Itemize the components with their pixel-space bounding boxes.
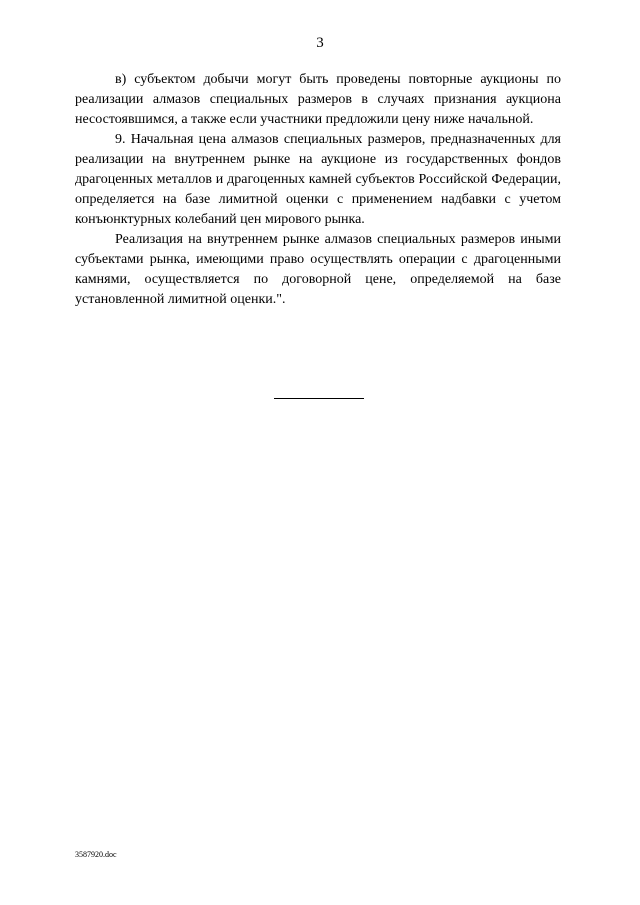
- paragraph-initial-price: 9. Начальная цена алмазов специальных размеров, предназначенных для реализации на внутреннем рынке на аукционе из государственных фондов драгоценных металлов и драгоценных камней субъектов Российской Федерации, определяется на базе лимитной оценки с применением надбавки с учетом конъюнктурных колебаний цен мирового рынка.: [75, 132, 561, 227]
- document-id: 3587920.doc: [75, 850, 117, 859]
- separator-line: [274, 398, 364, 399]
- paragraph-market-sale: Реализация на внутреннем рынке алмазов специальных размеров иными субъектами рынка, имеющими право осуществлять операции с драгоценными камнями, осуществляется по договорной цене, определяемой на базе установленной лимитной оценки.".: [75, 232, 561, 307]
- document-body: [75, 70, 561, 310]
- paragraph-auction-repeat: в) субъектом добычи могут быть проведены повторные аукционы по реализации алмазов специальных размеров в случаях признания аукциона несостоявшимся, а также если участники предложили цену ниже начальной.: [75, 72, 561, 127]
- page-number: 3: [316, 35, 324, 51]
